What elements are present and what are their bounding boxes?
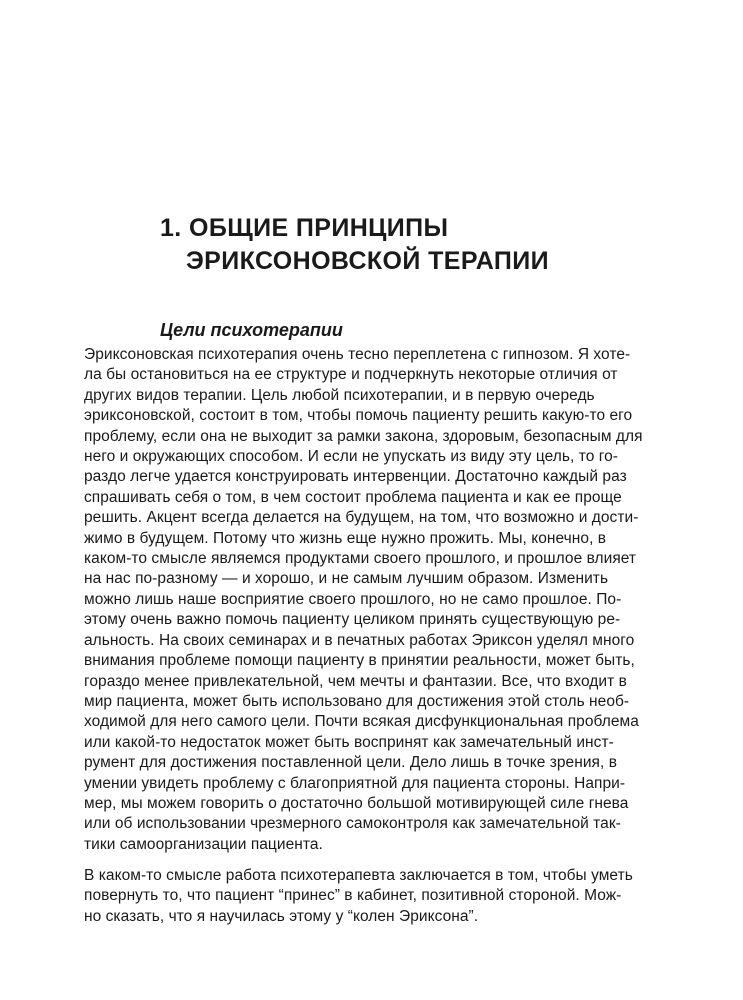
body-paragraph-1: Эриксоновская психотерапия очень тесно переплетена с гипнозом. Я хоте- ла бы остановиться на ее структуре и подчеркнуть некоторые отличия от других видов терапии. Цель любой психотерапии, и в первую очередь эриксоновской, состоит в том, чтобы помочь пациенту решить какую-то его проблему, если она не выходит за рамки закона, здоровым, безопасным для него и окружающих способом. И если не упускать из виду эту цель, то го- раздо легче удается конструировать интервенции. Достаточно каждый раз спрашивать себя о том, в чем состоит проблема пациента и как ее проще решить. Акцент всегда делается на будущем, на том, что возможно и дости- жимо в будущем. Потому что жизнь еще нужно прожить. Мы, конечно, в каком-то смысле являемся продуктами своего прошлого, и прошлое влияет на нас по-разному — и хорошо, и не самым лучшим образом. Изменить можно лишь наше восприятие своего прошлого, но не само прошлое. По- этому очень важно помочь пациенту целиком принять существующую ре- альность. На своих семинарах и в печатных работах Эриксон уделял много внимания проблеме помощи пациенту в принятии реальности, может быть, гораздо менее привлекательной, чем мечты и фантазии. Все, что входит в мир пациента, может быть использовано для достижения этой столь необ- ходимой для него самого цели. Почти всякая дисфункциональная проблема или какой-то недостаток может быть воспринят как замечательный инст- румент для достижения поставленной цели. Дело лишь в точке зрения, в умении увидеть проблему с благоприятной для пациента стороны. Напри- мер, мы можем говорить о достаточно большой мотивирующей силе гнева или об использовании чрезмерного самоконтроля как замечательной так- тики самоорганизации пациента. <box>84 346 643 853</box>
chapter-title-line-2: ЭРИКСОНОВСКОЙ ТЕРАПИИ <box>186 247 549 275</box>
chapter-title <box>0 212 743 278</box>
section-heading: Цели психотерапии <box>160 320 343 340</box>
chapter-title-line-1: 1. ОБЩИЕ ПРИНЦИПЫ <box>160 214 449 242</box>
body-paragraph-2: В каком-то смысле работа психотерапевта заключается в том, чтобы уметь повернуть то, что пациент “принес” в кабинет, позитивной стороной. Мож- но сказать, что я научилась этому у “колен Эриксона”. <box>84 867 633 925</box>
